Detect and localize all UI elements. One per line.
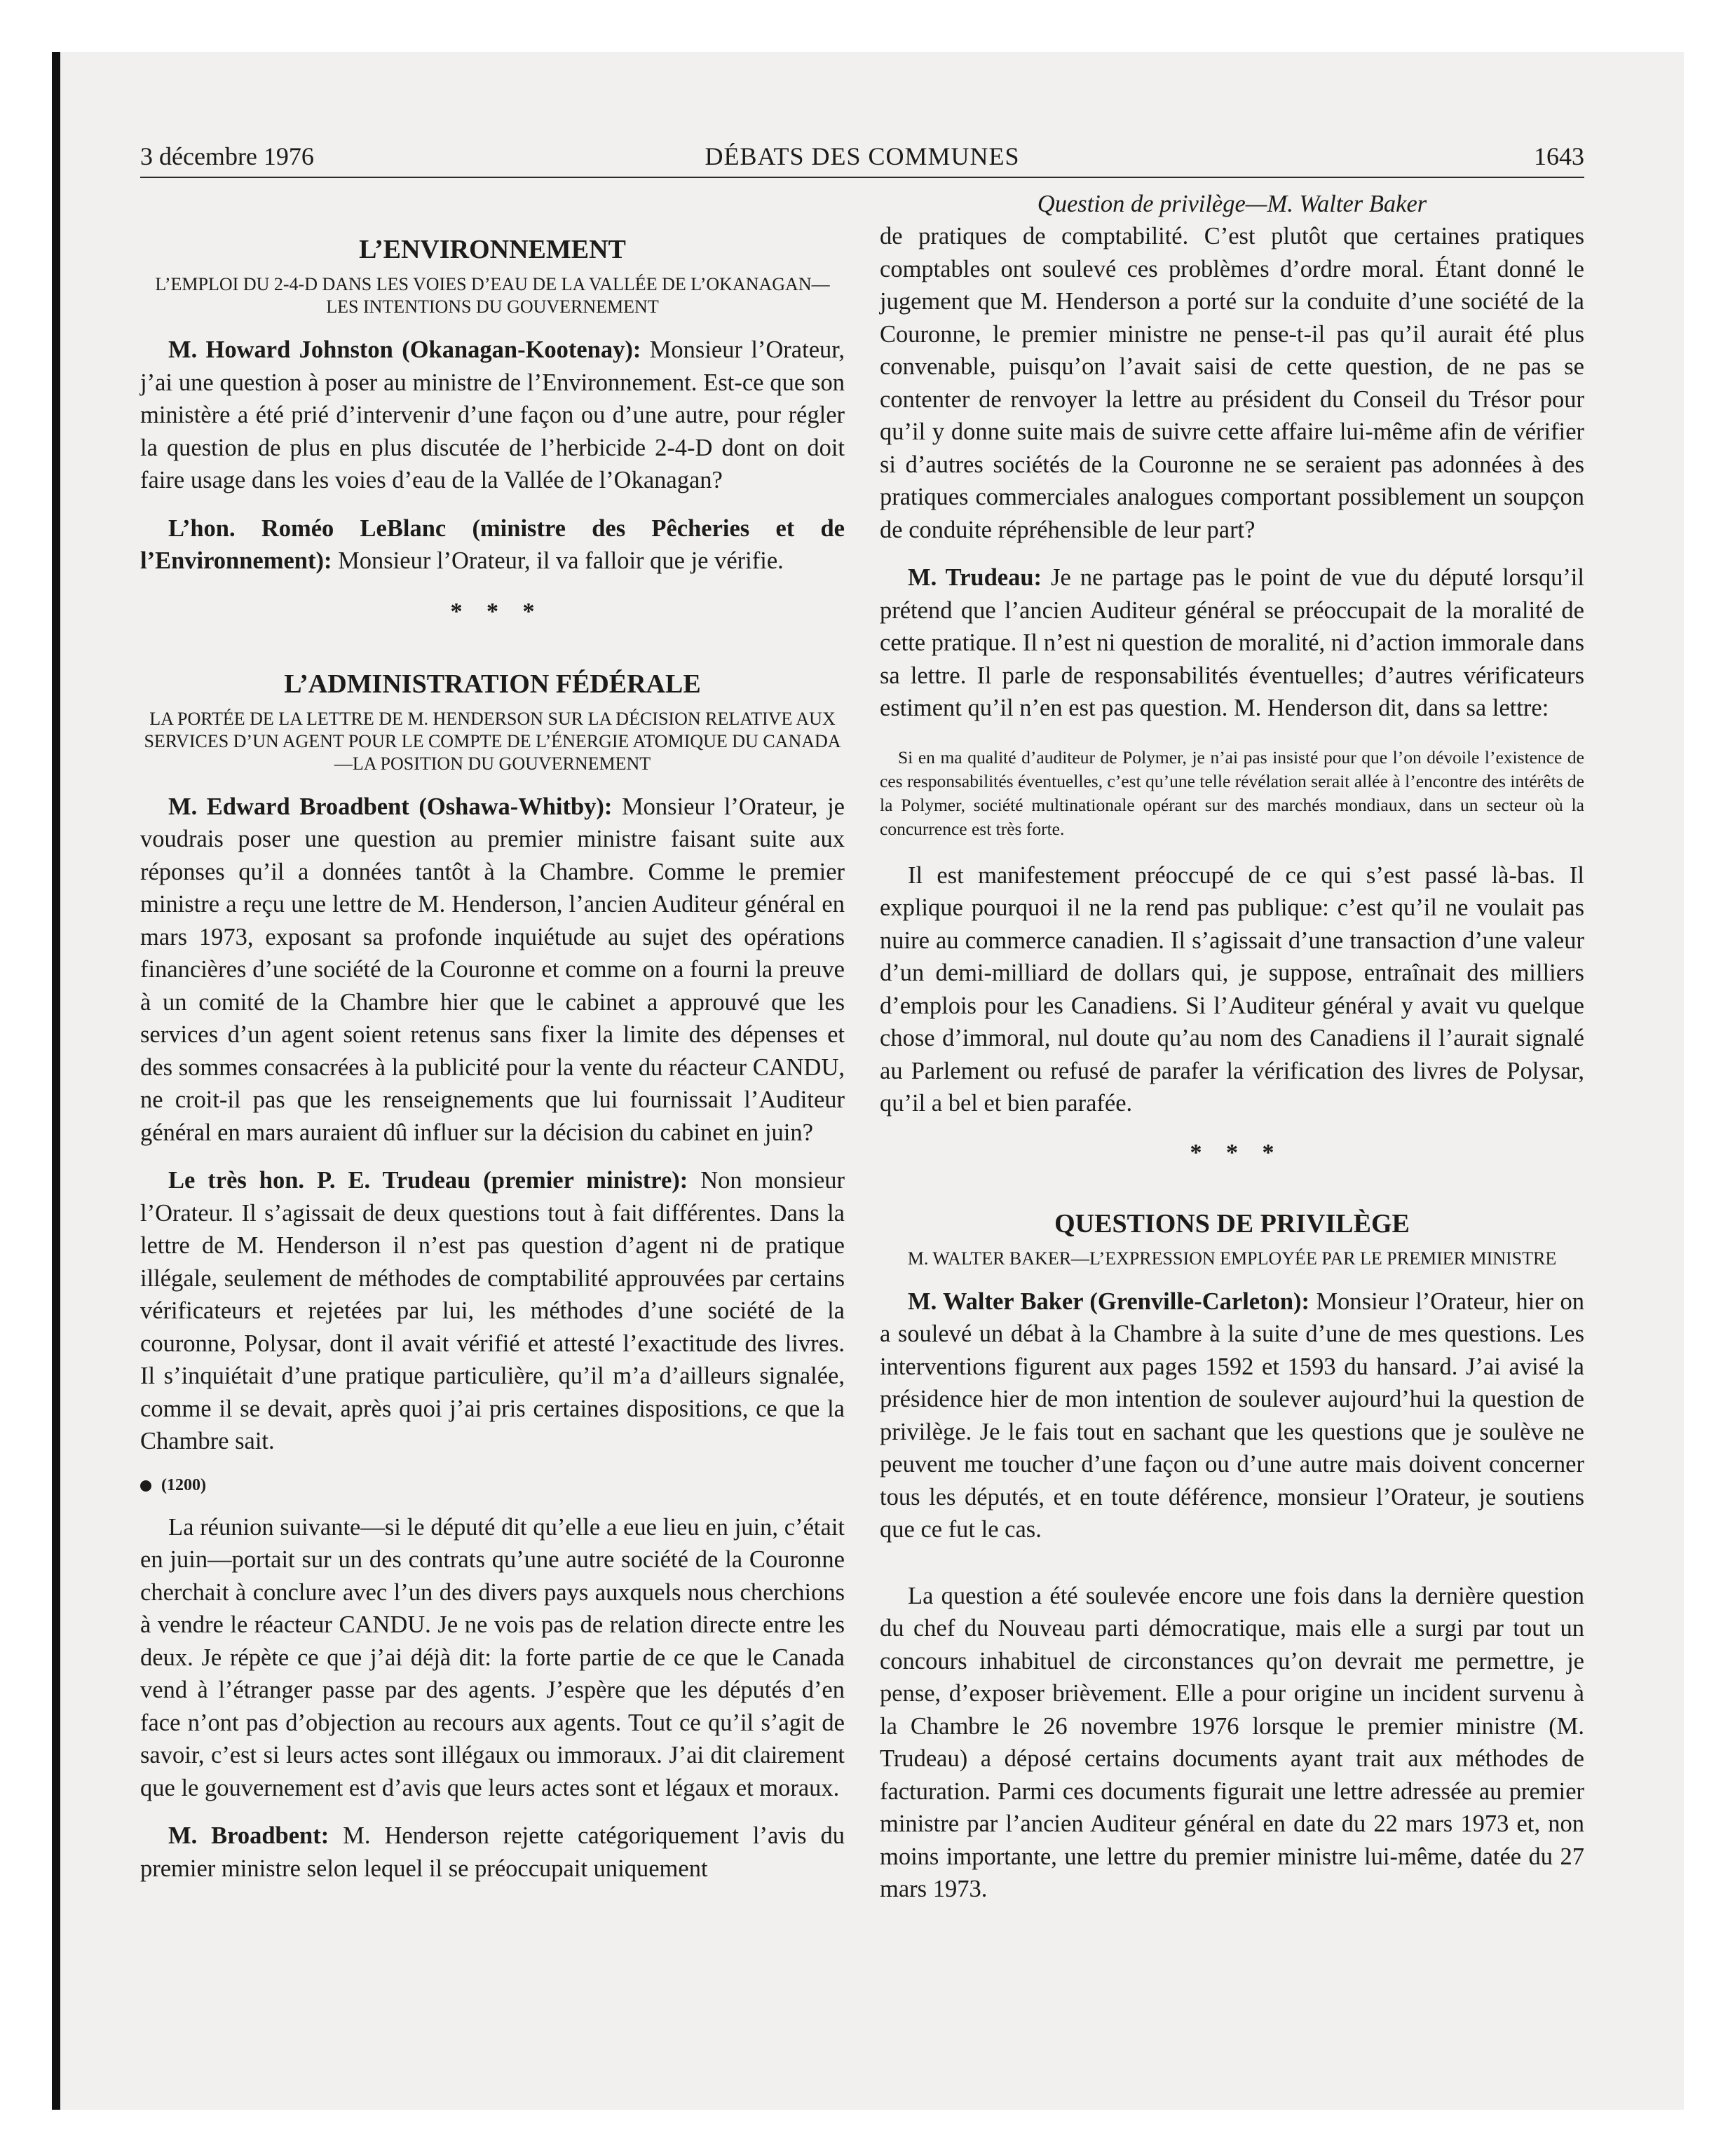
paragraph-leblanc — [140, 512, 845, 578]
text-trudeau-reply: Je ne partage pas le point de vue du député lorsqu’il prétend que l’ancien Auditeur général se préoccupait de la moralité de cette pratique. Il n’est ni question de moralité, ni d’action immorale dans sa lettre. Il parle de responsabilités éventuelles; d’autres vérificateurs estiment qu’il n’en est pas question. M. Henderson dit, dans sa lettre: — [880, 564, 1584, 721]
speaker-johnston: M. Howard Johnston (Okanagan-Kootenay): — [168, 336, 641, 363]
paragraph-trudeau-continued — [140, 1511, 845, 1805]
paragraph-baker — [880, 1285, 1584, 1546]
paragraph-broadbent — [140, 791, 845, 1149]
text-broadbent-2: M. Henderson rejette catégoriquement l’avis du premier ministre selon lequel il se préoccupait uniquement — [140, 1822, 845, 1882]
text-leblanc: Monsieur l’Orateur, il va falloir que je vérifie. — [332, 547, 784, 574]
speaker-trudeau: Le très hon. P. E. Trudeau (premier ministre): — [168, 1167, 688, 1194]
section-separator: * * * — [450, 598, 535, 625]
paragraph-trudeau-reply — [880, 561, 1584, 725]
paragraph-trudeau — [140, 1164, 845, 1458]
left-column — [140, 188, 845, 1900]
page-header — [140, 140, 1584, 178]
paragraph-broadbent-continued — [880, 220, 1584, 546]
section-subhead-baker: M. WALTER BAKER—L’EXPRESSION EMPLOYÉE PAR LE PREMIER MINISTRE — [907, 1248, 1557, 1269]
text-trudeau: Non monsieur l’Orateur. Il s’agissait de deux questions tout à fait différentes. Dans la lettre de M. Henderson il n’est pas question d’agent ni de pratique illégale, seulement de méthodes de comptabilité approuvées par certains vérificateurs et rejetées par lui, les méthodes d’une société de la couronne, Polysar, dont il avait vérifié et attesté l’exactitude des livres. Il s’inquiétait d’une pratique particulière, qu’il m’a d’ailleurs signalée, comme il se devait, après quoi j’ai pris certaines dispositions, ce que la Chambre sait. — [140, 1167, 845, 1454]
text-trudeau-continued: La réunion suivante—si le député dit qu’elle a eue lieu en juin, c’était en juin—portait sur un des contrats qu’une autre société de la Couronne cherchait à conclure avec l’un des divers pays auxquels nous cherchions à vendre le réacteur CANDU. Je ne vois pas de relation directe entre les deux. Je répète ce que j’ai déjà dit: la forte partie de ce que le Canada vend à l’étranger passe par des agents. J’espère que les députés d’en face n’ont pas d’objection au recours aux agents. Tout ce qu’il s’agit de savoir, c’est si leurs actes sont illégaux ou immoraux. J’ai dit clairement que le gouvernement est d’avis que leurs actes sont et légaux et moraux. — [140, 1513, 845, 1801]
header-date: 3 décembre 1976 — [140, 142, 314, 170]
speaker-broadbent: M. Edward Broadbent (Oshawa-Whitby): — [168, 793, 613, 820]
paragraph-johnston — [140, 334, 845, 497]
section-title-privilege: QUESTIONS DE PRIVILÈGE — [1054, 1208, 1410, 1239]
time-marker-text: (1200) — [161, 1475, 206, 1494]
section-separator-right: * * * — [1190, 1139, 1274, 1166]
speaker-broadbent-2: M. Broadbent: — [168, 1822, 329, 1849]
paragraph-broadbent-2 — [140, 1820, 845, 1885]
page-number: 1643 — [1534, 142, 1584, 170]
speaker-baker: M. Walter Baker (Grenville-Carleton): — [908, 1288, 1309, 1315]
scan-edge-bar — [52, 52, 60, 2110]
time-marker — [140, 1473, 845, 1497]
section-subhead-2-4-d: L’EMPLOI DU 2-4-D DANS LES VOIES D’EAU DE LA VALLÉE DE L’OKANAGAN—LES INTENTIONS DU GOUVERNEMENT — [155, 274, 830, 317]
bullet-icon — [140, 1480, 151, 1492]
speaker-trudeau-reply: M. Trudeau: — [908, 564, 1042, 591]
section-subhead-henderson: LA PORTÉE DE LA LETTRE DE M. HENDERSON SUR LA DÉCISION RELATIVE AUX SERVICES D’UN AGENT POUR LE COMPTE DE L’ÉNERGIE ATOMIQUE DU CANADA—LA POSITION DU GOUVERNEMENT — [144, 708, 841, 774]
header-title: DÉBATS DES COMMUNES — [705, 142, 1020, 170]
text-broadbent-continued: de pratiques de comptabilité. C’est plutôt que certaines pratiques comptables ont soulevé ces problèmes d’ordre moral. Étant donné le jugement que M. Henderson a porté sur la conduite d’une société de la Couronne, le premier ministre ne pense-t-il pas qu’il aurait été plus convenable, puisqu’on l’avait saisi de cette question, de ne pas se contenter de renvoyer la lettre au président du Conseil du Trésor pour qu’il y donne suite mais de suivre cette affaire lui-même afin de vérifier si d’autres sociétés de la Couronne ne se seraient pas adonnées à des pratiques commerciales analogues comportant possiblement un soupçon de conduite répréhensible de leur part? — [880, 223, 1584, 543]
text-johnston: Monsieur l’Orateur, j’ai une question à poser au ministre de l’Environnement. Est-ce que son ministère a été prié d’intervenir d’une façon ou d’une autre, pour régler la question de plus en plus discutée de l’herbicide 2-4-D dont on doit faire usage dans les voies d’eau de la Vallée de l’Okanagan? — [140, 336, 845, 493]
paragraph-trudeau-commentary — [880, 859, 1584, 1120]
speaker-leblanc: L’hon. Roméo LeBlanc (ministre des Pêcheries et de l’Environnement): — [140, 514, 845, 574]
section-title-administration: L’ADMINISTRATION FÉDÉRALE — [284, 669, 701, 699]
text-baker: Monsieur l’Orateur, hier on a soulevé un débat à la Chambre à la suite d’une de mes questions. Les interventions figurent aux pages 1592 et 1593 du hansard. J’ai avisé la présidence hier de mon intention de soulever aujourd’hui la question de privilège. Je le fais tout en sachant que les questions que je soulève ne peuvent me toucher d’une façon ou d’une autre mais doivent concerner tous les députés, et en toute déférence, monsieur l’Orateur, je soutiens que ce fut le cas. — [880, 1288, 1584, 1543]
text-baker-continued: La question a été soulevée encore une fois dans la dernière question du chef du Nouveau parti démocratique, mais elle a surgi par tout un concours inhabituel de circonstances qu’on devrait me permettre, je pense, d’exposer brièvement. Elle a pour origine un incident survenu à la Chambre le 26 novembre 1976 lorsque le premier ministre (M. Trudeau) a déposé certains documents ayant trait aux méthodes de facturation. Parmi ces documents figurait une lettre adressée au premier ministre par l’ancien Auditeur général en date du 22 mars 1973 et, non moins importante, une lettre du premier ministre lui-même, datée du 27 mars 1973. — [880, 1582, 1584, 1902]
running-head: Question de privilège—M. Walter Baker — [1037, 191, 1427, 217]
paragraph-baker-continued — [880, 1580, 1584, 1906]
section-title-environnement: L’ENVIRONNEMENT — [359, 235, 626, 264]
text-broadbent: Monsieur l’Orateur, je voudrais poser une question au premier ministre faisant suite aux réponses qu’il a données tantôt à la Chambre. Comme le premier ministre a reçu une lettre de M. Henderson, l’ancien Auditeur général en mars 1973, exposant sa profonde inquiétude au sujet des opérations financières d’une société de la Couronne et comme on a fourni la preuve à un comité de la Chambre hier que le cabinet a approuvé que les services d’un agent soient retenus sans fixer la limite des dépenses et des sommes consacrées à la publicité pour la vente du réacteur CANDU, ne croit-il pas que les renseignements que lui fournissait l’Auditeur général en mars auraient dû influer sur la décision du cabinet en juin? — [140, 793, 845, 1146]
text-trudeau-commentary: Il est manifestement préoccupé de ce qui s’est passé là-bas. Il explique pourquoi il ne la rend pas publique: c’est qu’il ne voulait pas nuire au commerce canadien. Il s’agissait d’une transaction d’une valeur d’un demi-milliard de dollars qui, je suppose, entraînait des milliers d’emplois pour les Canadiens. Si l’Auditeur général y avait vu quelque chose d’immoral, nul doute qu’au nom des Canadiens il l’aurait signalé au Parlement ou refusé de parafer la vérification des livres de Polysar, qu’il a bel et bien parafée. — [880, 861, 1584, 1117]
block-quote-henderson: Si en ma qualité d’auditeur de Polymer, je n’ai pas insisté pour que l’on dévoile l’existence de ces responsabilités éventuelles, c’est qu’une telle révélation serait allée à l’encontre des intérêts de la Polymer, société multinationale opérant sur des marchés mondiaux, dans un secteur où la concurrence est très forte. — [880, 746, 1584, 839]
right-column — [880, 188, 1584, 1921]
